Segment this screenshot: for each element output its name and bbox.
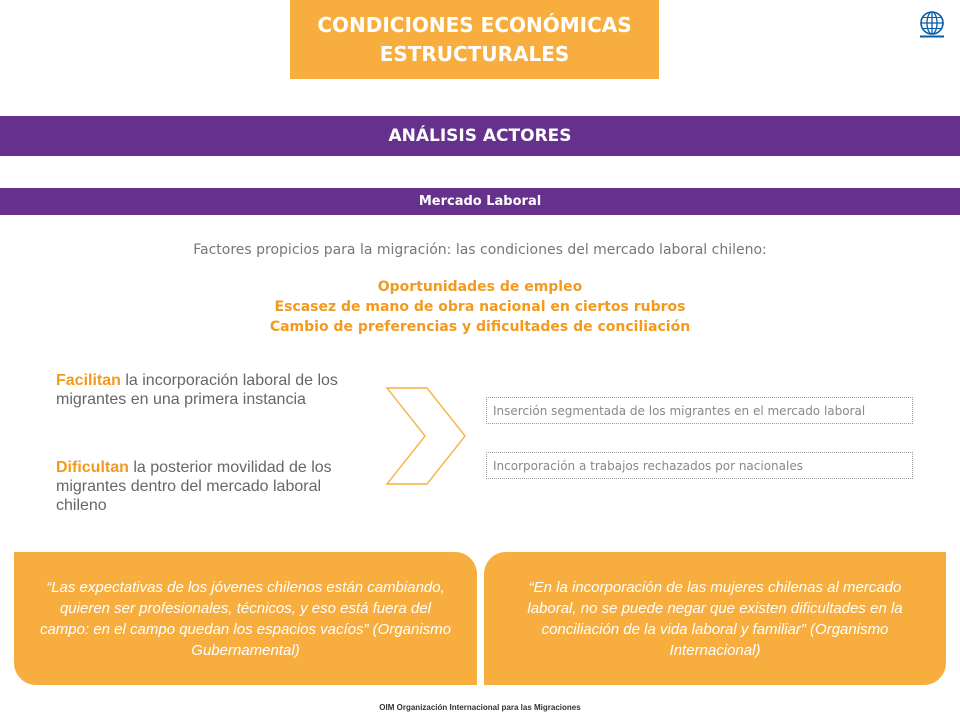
opportunity-item: Escasez de mano de obra nacional en ciertos rubros <box>274 299 686 315</box>
opportunity-item: Cambio de preferencias y dificultades de conciliación <box>269 319 691 335</box>
sub-band: Mercado Laboral <box>0 188 960 215</box>
chevron-right-icon <box>385 386 467 486</box>
page-title <box>290 0 659 79</box>
result-box: Incorporación a trabajos rechazados por nacionales <box>486 452 913 479</box>
quote-card <box>484 552 946 685</box>
result-box: Inserción segmentada de los migrantes en el mercado laboral <box>486 397 913 424</box>
left-point-keyword: Facilitan <box>56 372 121 389</box>
left-point-text: la incorporación laboral de los migrantes en una primera instancia <box>56 372 338 408</box>
un-globe-icon <box>918 10 946 38</box>
left-point-text: la posterior movilidad de los migrantes dentro del mercado laboral chileno <box>56 459 332 514</box>
quote-text: “En la incorporación de las mujeres chilenas al mercado laboral, no se puede negar que existen dificultades en la conciliación de la vida laboral y familiar” (Organismo Internacional) <box>527 578 903 659</box>
opportunity-item: Oportunidades de empleo <box>377 279 583 295</box>
section-band: ANÁLISIS ACTORES <box>0 116 960 156</box>
page-title-line-2: ESTRUCTURALES <box>379 41 570 66</box>
quote-card <box>14 552 477 685</box>
left-point-dificultan <box>56 458 356 515</box>
left-point-facilitan <box>56 371 356 409</box>
page-title-line-1: CONDICIONES ECONÓMICAS <box>317 12 632 37</box>
footer-org-name: OIM Organización Internacional para las Migraciones <box>379 703 581 712</box>
intro-text: Factores propicios para la migración: las condiciones del mercado laboral chileno: <box>193 242 767 258</box>
left-point-keyword: Dificultan <box>56 459 129 476</box>
opportunities-list <box>0 277 960 337</box>
quote-text: “Las expectativas de los jóvenes chilenos están cambiando, quieren ser profesionales, técnicos, y eso está fuera del campo: en el campo quedan los espacios vacíos” (Organismo Gubernamental) <box>39 578 452 659</box>
